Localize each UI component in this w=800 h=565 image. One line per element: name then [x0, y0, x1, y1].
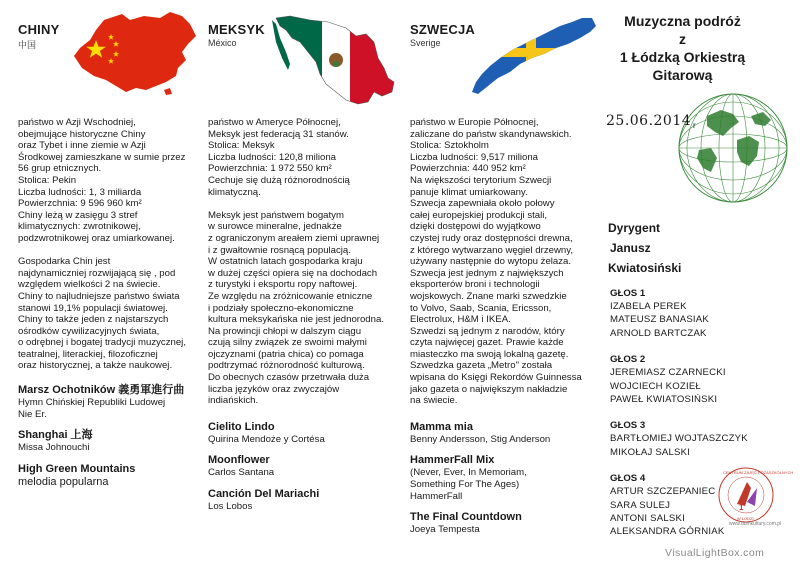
column-sweden [410, 0, 600, 536]
event-date-suffix: r [693, 121, 696, 130]
voice-name: GŁOS 3 [610, 420, 646, 432]
voice-group [610, 419, 780, 459]
member-name: MIKOŁAJ SALSKI [610, 446, 691, 458]
watermark: VisualLightBox.com [665, 547, 765, 559]
song-title: HammerFall Mix [410, 454, 495, 467]
song-subtitle: Carlos Santana [208, 467, 275, 479]
voice-name: GŁOS 4 [610, 473, 646, 485]
member-name: IZABELA PEREK [610, 301, 687, 312]
song-item [208, 421, 398, 446]
china-header [18, 0, 198, 110]
sweden-flag-map-icon [468, 14, 598, 98]
event-title: Muzyczna podróż z 1 Łódzką Orkiestrą Gitarową [619, 13, 746, 83]
country-name-mexico: MEKSYK [208, 22, 265, 37]
voice-name: GŁOS 1 [610, 288, 646, 299]
song-item [208, 488, 398, 513]
logo-text-bottom: W ŁODZI [737, 516, 754, 521]
song-title: Marsz Ochotników 義勇軍進行曲 [18, 384, 185, 397]
column-china [18, 0, 198, 489]
song-subtitle: Hymn Chińskiej Republiki Ludowej Nie Er. [18, 397, 166, 420]
member-name: WOJCIECH KOZIEŁ [610, 380, 701, 392]
logo-numeral: 1 [739, 503, 744, 512]
song-subtitle: melodia popularna [18, 475, 109, 488]
conductor-last-name: Kwiatosiński [608, 261, 682, 275]
song-item [18, 429, 198, 454]
member-name: JEREMIASZ CZARNECKI [610, 367, 726, 379]
member-name: MATEUSZ BANASIAK [610, 314, 709, 326]
mexico-flag-map-icon [270, 12, 400, 112]
china-description: państwo w Azji Wschodniej, obejmujące historyczne Chiny oraz Tybet i inne ziemie w Azji Środkowej zamieszkane w sumie przez 56 grup etnicznych. Stolica: Pekin Liczba ludności: 1, 3 miliarda Powierzchnia: 9 596 960 km² Chiny leżą w zasięgu 3 stref klimatycznych: zwrotnikowej, podzwrotnikowej oraz umiarkowanej. Gospodarka Chin jest najdynamiczniej rozwijającą się , pod względem wielkości 2 na świecie. Chiny to najludniejsze państwo świata stanowi 19,1% populacji światowej. Chiny to także jeden z najstarszych ośrodków cywilizacyjnych świata, o odrębnej i bogatej tradycji muzycznej, teatralnej, literackiej, filozoficznej oraz historycznej, a także naukowej. [18, 117, 186, 372]
mexico-description: państwo w Ameryce Północnej, Meksyk jest federacją 31 stanów. Stolica: Meksyk Liczba ludności: 120,8 miliona Powierzchnia: 1 972 550 km² Cechuje się dużą różnorodnością klimatyczną. Meksyk jest państwem bogatym w surowce mineralne, jednakże z ograniczonym areałem ziemi uprawnej i z gwałtownie rosnącą populacją. W ostatnich latach gospodarka kraju w dużej części opiera się na dochodach z turystyki i eksportu ropy naftowej. Ze względu na zróżnicowanie etniczne i podziały społeczno-ekonomiczne kultura meksykańska nie jest jednorodna. Na prowincji chłopi w dalszym ciągu czują silny związek ze swoimi małymi ojczyznami (patria chica) co pomaga podtrzymać różnorodność kulturową. Do obecnych czasów przetrwała duża liczba języków oraz zwyczajów indiańskich. [208, 117, 384, 407]
song-item [18, 384, 198, 420]
conductor-first-name: Janusz [610, 241, 651, 255]
song-title: High Green Mountains [18, 462, 136, 475]
song-subtitle: Benny Andersson, Stig Anderson [410, 433, 551, 445]
member-name: ARNOLD BARTCZAK [610, 327, 707, 339]
song-item [208, 454, 398, 479]
country-name-sweden: SZWECJA [410, 22, 475, 37]
song-subtitle: Missa Johnouchi [18, 442, 90, 454]
song-item [410, 511, 600, 536]
song-item [410, 421, 600, 446]
logo-text-top: CENTRUM ZAJĘĆ POZASZKOLNYCH [723, 470, 794, 475]
song-item [410, 454, 600, 502]
song-title: Moonflower [208, 454, 270, 467]
china-flag-map-icon [70, 10, 200, 96]
logo-url: www.domkultury.com.pl [729, 521, 782, 527]
event-date: 25.06.2014 [606, 113, 692, 129]
globe-icon [677, 92, 789, 204]
country-native-mexico: México [208, 38, 237, 48]
voice-group [610, 353, 780, 406]
song-subtitle: Quirina Mendoże y Cortésa [208, 433, 325, 445]
song-title: Cielito Lindo [208, 420, 275, 433]
song-subtitle: Los Lobos [208, 501, 253, 513]
sweden-description: państwo w Europie Północnej, zaliczane do państw skandynawskich. Stolica: Sztokholm Liczba ludności: 9,517 miliona Powierzchnia: 440 952 km² Na większości terytorium Szwecji panuje klimat umiarkowany. Szwecja zapewniała około połowy całej europejskiej produkcji stali, dzięki dostępowi do wyjątkowo czystej rudy oraz dostępności drewna, z którego wytwarzano węgiel drzewny, używany następnie do wytopu żelaza. Szwecja jest jednym z największych eksporterów broni i technologii wojskowych. Znane marki szwedzkie to Volvo, Saab, Scania, Ericsson, Electrolux, H&M i IKEA. Szwedzi są jednym z narodów, który czyta najwięcej gazet. Prawie każde miasteczko ma swoją lokalną gazetę. Szwedzka gazeta „Metro" została wpisana do Księgi Rekordów Guinnessa jako gazeta o największym nakładzie na świecie. [410, 117, 582, 407]
song-title: Shanghai 上海 [18, 429, 93, 442]
country-native-china: 中国 [18, 40, 37, 50]
column-mexico [208, 0, 398, 513]
song-subtitle: Joeya Tempesta [410, 524, 480, 536]
song-subtitle: (Never, Ever, In Memoriam, Something For The Ages) HammerFall [410, 467, 527, 502]
member-name: SARA SULEJ [610, 499, 671, 511]
member-name: PAWEŁ KWIATOSIŃSKI [610, 394, 718, 406]
member-name: BARTŁOMIEJ WOJTASZCZYK [610, 433, 748, 445]
country-native-sweden: Sverige [410, 38, 441, 48]
sweden-header [410, 0, 600, 110]
voice-name: GŁOS 2 [610, 354, 646, 366]
song-title: Mamma mia [410, 420, 473, 433]
song-title: Canción Del Mariachi [208, 488, 320, 501]
member-name: ANTONI SALSKI [610, 513, 685, 525]
mexico-header [208, 0, 398, 110]
song-item [18, 463, 198, 489]
conductor-block [608, 218, 681, 278]
voice-group [610, 287, 780, 340]
conductor-role: Dyrygent [608, 221, 661, 235]
member-name: ALEKSANDRA GÓRNIAK [610, 526, 725, 538]
member-name: ARTUR SZCZEPANIEC [610, 486, 716, 498]
country-name-china: CHINY [18, 22, 60, 37]
song-title: The Final Countdown [410, 511, 522, 524]
